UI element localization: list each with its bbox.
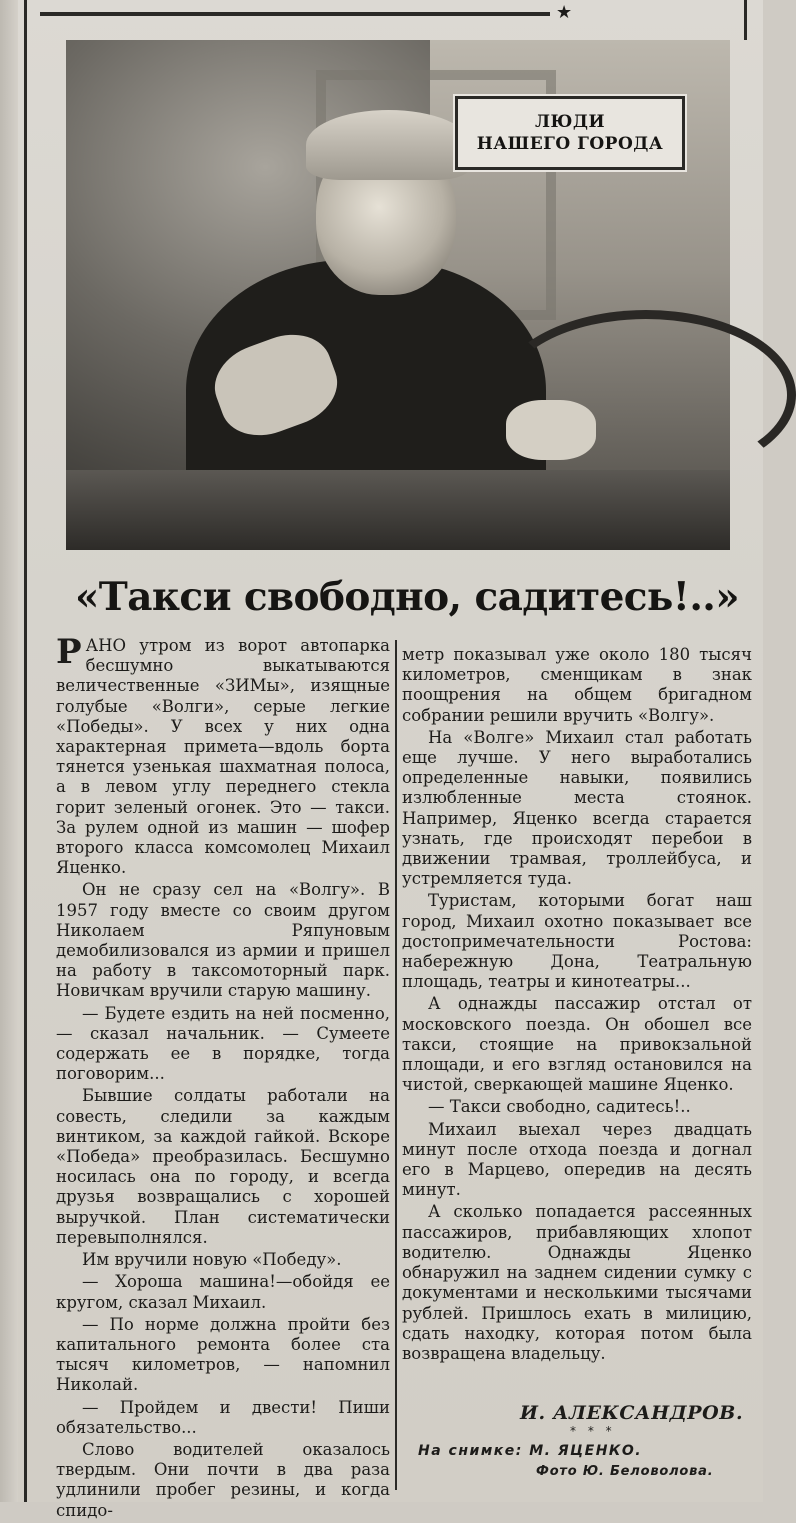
paragraph: Им вручили новую «Победу».: [82, 1250, 342, 1270]
left-vertical-rule: [24, 0, 27, 1502]
paragraph: А однажды пассажир отстал от московского поезда. Он обошел все такси, стоящие на привокзальной площади, и его взгляд остановился на чистой, сверкающей машине Яценко.: [402, 994, 752, 1095]
paragraph: [56, 632, 390, 878]
paragraph: — Хороша машина!—обойдя ее кругом, сказал Михаил.: [56, 1272, 390, 1312]
drop-cap: Р: [56, 632, 82, 672]
photo-hand-on-wheel: [506, 400, 596, 460]
paragraph: метр показывал уже около 180 тысяч километров, сменщикам в знак поощрения на общем бригадном собрании решили вручить «Волгу».: [402, 645, 752, 725]
top-rule: [40, 12, 550, 16]
paragraph-text: АНО утром из ворот автопарка бесшумно выкатываются величественные «ЗИМы», изящные голубые «Волги», серые легкие «Победы». У всех у них одна характерная примета—вдоль борта тянется узенькая шахматная полоса, а в левом углу переднего стекла горит зеленый огонек. Это — такси. За рулем одной из машин — шофер второго класса комсомолец Михаил Яценко.: [56, 636, 390, 878]
photo-person-cap: [306, 110, 471, 180]
rubric-line-2: НАШЕГО ГОРОДА: [476, 134, 664, 154]
divider-stars: * * *: [570, 1424, 616, 1438]
article-column-left: [56, 632, 390, 1523]
author-signature: И. АЛЕКСАНДРОВ.: [520, 1402, 744, 1424]
page-edge-shadow: [0, 0, 18, 1502]
paragraph: Туристам, которыми богат наш город, Михаил охотно показывает все достопримечательности Ростова: набережную Дона, Театральную площадь, театры и кинотеатры...: [402, 891, 752, 992]
paragraph: На «Волге» Михаил стал работать еще лучше. У него выработались определенные навыки, появились излюбленные места стоянок. Например, Яценко всегда старается узнать, где происходят перебои в движении трамвая, троллейбуса, и устремляется туда.: [402, 727, 752, 889]
article-column-right: [402, 645, 752, 1366]
rubric-line-1: ЛЮДИ: [534, 112, 606, 132]
paragraph: А сколько попадается рассеянных пассажиров, прибавляющих хлопот водителю. Однажды Яценко обнаружил на заднем сидении сумку с документами и несколькими тысячами рублей. Пришлось ехать в милицию, сдать находку, которая потом была возвращена владельцу.: [402, 1202, 752, 1363]
star-icon: ★: [556, 2, 573, 23]
paragraph: Слово водителей оказалось твердым. Они почти в два раза удлинили пробег резины, и когда спидо-: [56, 1439, 390, 1520]
rubric-sign: [455, 96, 685, 170]
right-vertical-rule: [744, 0, 747, 40]
article-headline: «Такси свободно, садитесь!..»: [75, 574, 740, 620]
photo-credit: Фото Ю. Беловолова.: [536, 1464, 714, 1479]
article-photo: [66, 40, 730, 548]
paragraph: — По норме должна пройти без капитального ремонта более ста тысяч километров, — напомнил Николай.: [56, 1314, 390, 1395]
paragraph: Он не сразу сел на «Волгу». В 1957 году вместе со своим другом Николаем Ряпуновым демобилизовался из армии и пришел на работу в таксомоторный парк. Новичкам вручили старую машину.: [56, 880, 390, 1001]
column-divider: [395, 640, 397, 1490]
paragraph: Михаил выехал через двадцать минут после отхода поезда и догнал его в Марцево, опередив на десять минут.: [402, 1119, 752, 1200]
paragraph: — Будете ездить на ней посменно, — сказал начальник. — Сумеете содержать ее в порядке, тогда поговорим...: [56, 1003, 390, 1084]
paragraph: — Такси свободно, садитесь!..: [428, 1097, 691, 1117]
paragraph: Бывшие солдаты работали на совесть, следили за каждым винтиком, за каждой гайкой. Вскоре «Победа» преобразилась. Бесшумно носилась она по городу, и всегда друзья возвращались с хорошей выручкой. План систематически перевыполнялся.: [56, 1086, 390, 1247]
paragraph: — Пройдем и двести! Пиши обязательство...: [56, 1397, 390, 1437]
photo-car-body: [66, 470, 730, 550]
photo-caption: На снимке: М. ЯЦЕНКО.: [418, 1443, 643, 1459]
